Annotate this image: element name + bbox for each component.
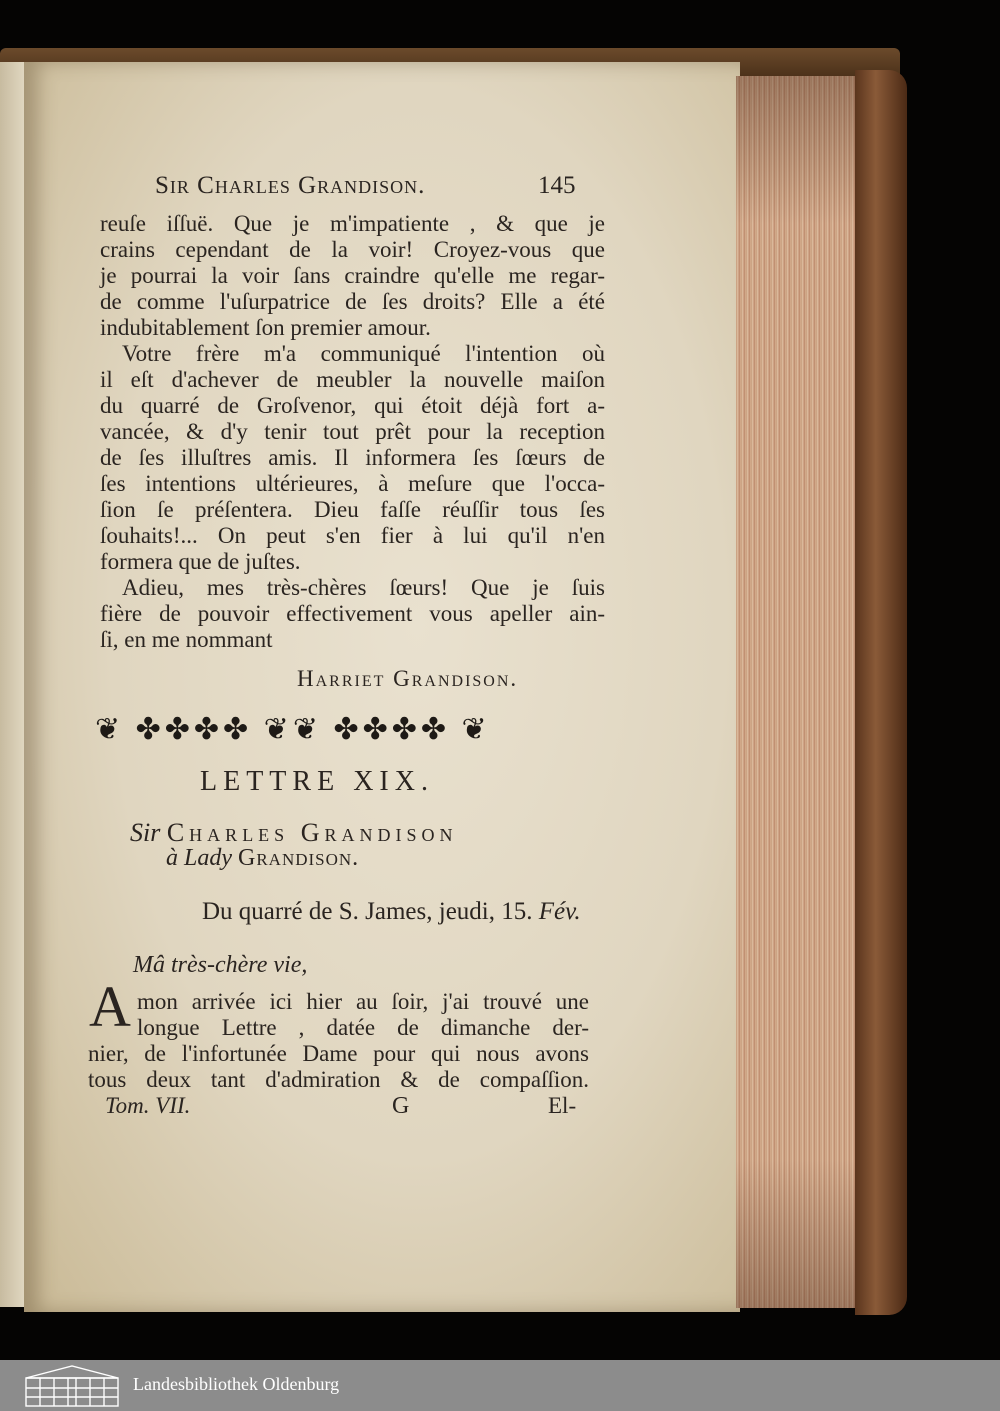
addressee-from-name: Charles Grandison bbox=[166, 818, 458, 847]
body-line: crains cependant de la voir! Croyez-vous que bbox=[100, 237, 605, 262]
body-line: reuſe iſſuë. Que je m'impatiente , & que je bbox=[100, 211, 605, 236]
dateline-text: Du quarré de S. James, jeudi, 15. bbox=[202, 898, 533, 925]
page-number: 145 bbox=[538, 172, 576, 199]
body-line: Votre frère m'a communiqué l'intention où bbox=[122, 341, 605, 366]
dateline-month: Fév. bbox=[538, 898, 581, 925]
library-building-icon bbox=[22, 1364, 122, 1408]
letter-line: longue Lettre , datée de dimanche der- bbox=[137, 1015, 589, 1040]
book-spine bbox=[855, 70, 907, 1315]
body-line: de comme l'uſurpatrice de ſes droits? Elle a été bbox=[100, 289, 605, 314]
body-line: il eſt d'achever de meubler la nouvelle maiſon bbox=[100, 367, 605, 392]
body-line: vancée, & d'y tenir tout prêt pour la reception bbox=[100, 419, 605, 444]
volume-mark: Tom. VII. bbox=[105, 1093, 191, 1118]
body-line: ſi, en me nommant bbox=[100, 627, 273, 652]
letter-line: nier, de l'infortunée Dame pour qui nous avons bbox=[88, 1041, 589, 1066]
addressee-to-title: Lady bbox=[184, 845, 232, 871]
addressee-to-name: Grandison. bbox=[238, 845, 360, 871]
library-name: Landesbibliothek Oldenburg bbox=[133, 1374, 340, 1394]
dateline bbox=[202, 898, 581, 926]
body-line: ſion ſe préſentera. Dieu faſſe réuſſir tous ſes bbox=[100, 497, 605, 522]
ornament-band: ❦ ✤✤✤✤ ❦❦ ✤✤✤✤ ❦ bbox=[95, 713, 491, 746]
running-title: Sir Charles Grandison. bbox=[155, 172, 426, 199]
body-line: indubitablement ſon premier amour. bbox=[100, 315, 431, 340]
body-line: ſouhaits!... On peut s'en fier à lui qu'il n'en bbox=[100, 523, 605, 548]
addressee-from bbox=[130, 818, 457, 848]
body-line: ſes intentions ultérieures, à meſure que l'occa- bbox=[100, 471, 605, 496]
body-line: formera que de juſtes. bbox=[100, 549, 301, 574]
body-line: fière de pouvoir effectivement vous apeller ain- bbox=[100, 601, 605, 626]
drop-cap: A bbox=[89, 974, 131, 1039]
letter-line: mon arrivée ici hier au ſoir, j'ai trouvé une bbox=[137, 989, 589, 1014]
body-line: Adieu, mes très-chères ſœurs! Que je ſuis bbox=[122, 575, 605, 600]
letter-heading: LETTRE XIX. bbox=[200, 766, 434, 797]
signature: Harriet Grandison. bbox=[297, 666, 519, 691]
letter-line: tous deux tant d'admiration & de compaſſion. bbox=[88, 1067, 589, 1092]
body-line: du quarré de Groſvenor, qui étoit déjà fort a- bbox=[100, 393, 605, 418]
addressee-to-prefix: à bbox=[166, 845, 178, 871]
salutation: Mâ très-chère vie, bbox=[133, 952, 308, 978]
body-line: de ſes illuſtres amis. Il informera ſes ſœurs de bbox=[100, 445, 605, 470]
catchword: El- bbox=[548, 1093, 577, 1118]
addressee-from-prefix: Sir bbox=[130, 818, 161, 847]
body-line: je pourrai la voir ſans craindre qu'elle me regar- bbox=[100, 263, 605, 288]
signature-mark: G bbox=[392, 1093, 410, 1119]
addressee-to bbox=[166, 845, 359, 872]
library-footer bbox=[0, 1360, 1000, 1411]
